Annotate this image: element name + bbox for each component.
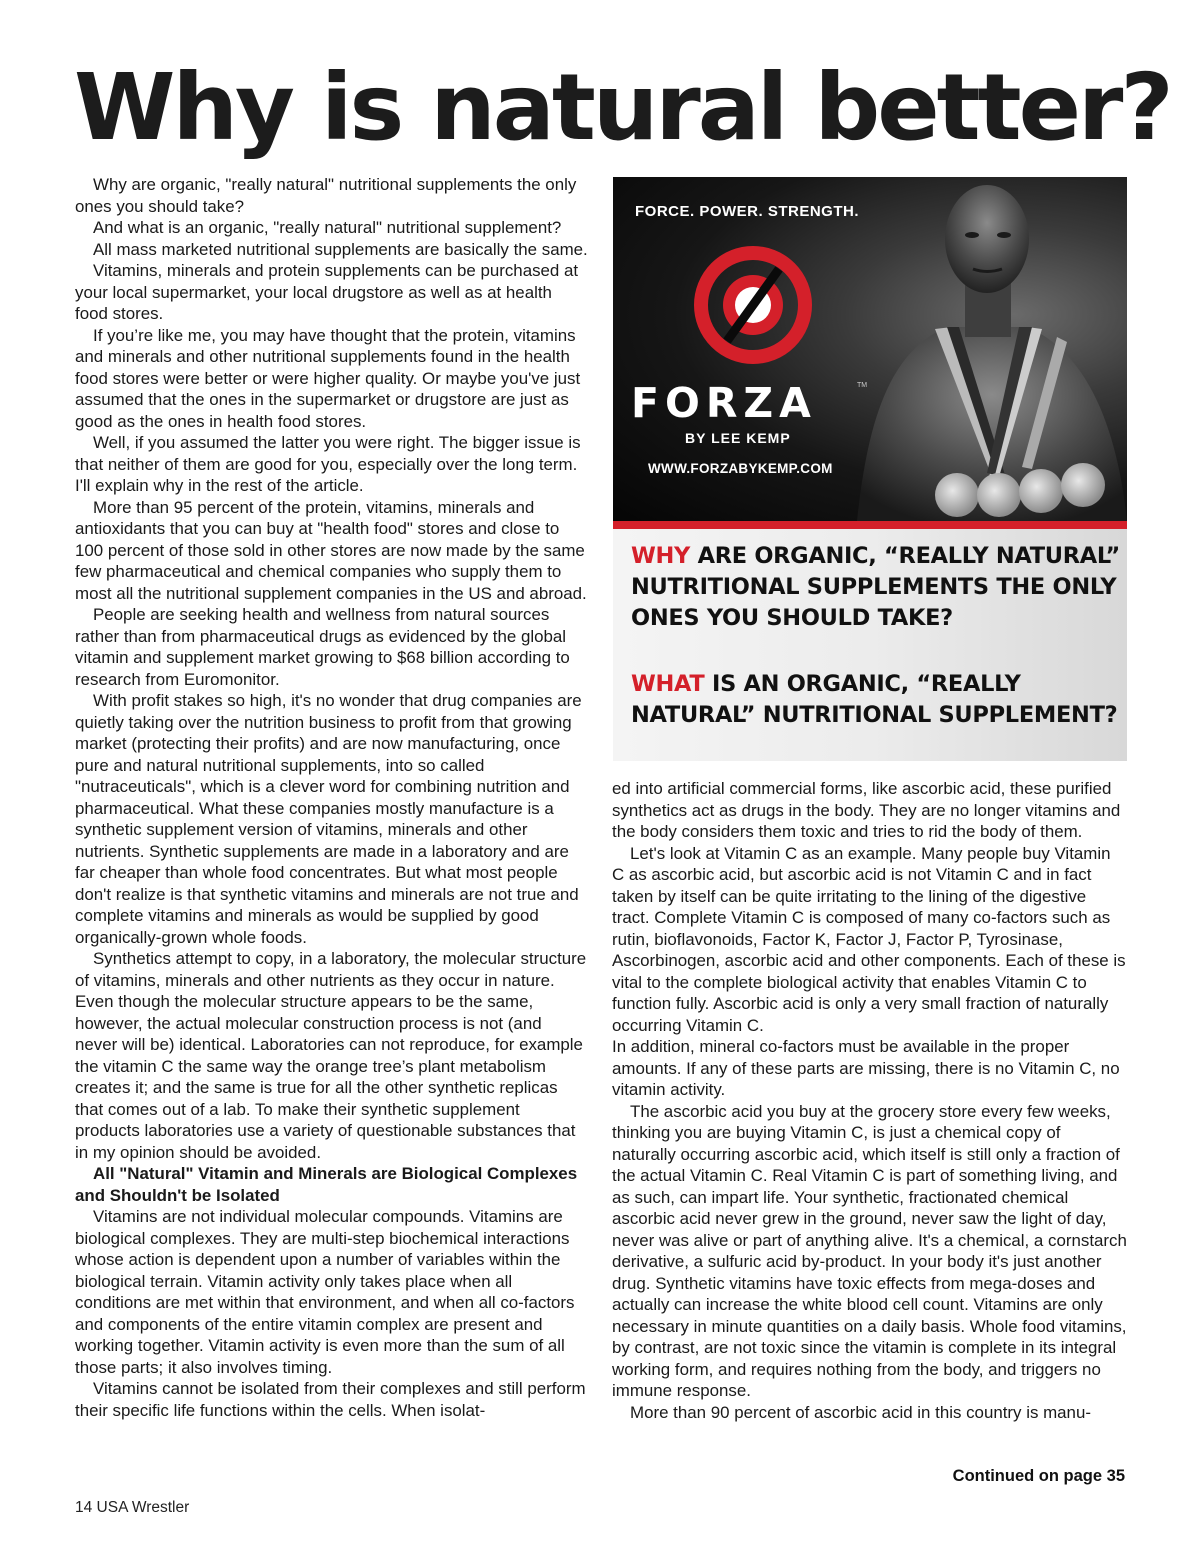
ad-red-divider <box>613 521 1127 529</box>
body-paragraph: The ascorbic acid you buy at the grocery store every few weeks, thinking you are buying Vitamin C, is just a chemical copy of naturally occurring ascorbic acid, which itself is still only a fraction of the actual Vitamin C. Real Vitamin C is part of something living, and as such, can impart life. Your synthetic, fractionated chemical ascorbic acid never grew in the ground, never saw the light of day, never was alive or part of anything alive. It's a chemical, a cornstarch derivative, a sulfuric acid by-product. In your body it's just another drug. Synthetic vitamins have toxic effects from mega-doses and actually can increase the white blood cell count. Vitamins are only necessary in minute quantities on a daily basis. Whole food vitamins, by contrast, are not toxic since the vitamin is complete in its integral working form, and requires nothing from the body, and triggers no immune response. <box>612 1101 1127 1400</box>
body-paragraph: In addition, mineral co-factors must be available in the proper amounts. If any of these parts are missing, there is no Vitamin C, no vitamin activity. <box>612 1037 1120 1099</box>
body-paragraph: If you’re like me, you may have thought that the protein, vitamins and minerals and other nutritional supplements found in the health food stores were better or were higher quality. Or maybe you've just assumed that the ones in the supermarket or drugstore are just as good as the ones in health food stores. <box>75 325 581 431</box>
body-paragraph: Let's look at Vitamin C as an example. Many people buy Vitamin C as ascorbic acid, but ascorbic acid is not Vitamin C and in fact taken by itself can be quite irritating to the lining of the digestive tract. Complete Vitamin C is composed of many co-factors such as rutin, bioflavonoids, Factor K, Factor J, Factor P, Tyrosinase, Ascorbinogen, ascorbic acid and other components. Each of these is vital to the complete biological activity that enables Vitamin C to function fully. Ascorbic acid is only a very small fraction of naturally occurring Vitamin C. <box>612 843 1126 1035</box>
ad-trademark: TM <box>857 382 868 389</box>
ad-question-1-text: ARE ORGANIC, “REALLY NATURAL” NUTRITIONAL SUPPLEMENTS THE ONLY ONES YOU SHOULD TAKE? <box>631 543 1121 631</box>
body-paragraph: Well, if you assumed the latter you were right. The bigger issue is that neither of them are good for you, especially over the long term. I'll explain why in the rest of the article. <box>75 433 581 495</box>
ad-question-1-highlight: WHY <box>631 543 691 569</box>
forza-advertisement <box>613 177 1127 761</box>
ad-question-2-highlight: WHAT <box>631 671 705 697</box>
ad-question-2 <box>631 669 1121 731</box>
ad-question-1 <box>631 541 1121 634</box>
ad-byline: BY LEE KEMP <box>685 430 791 446</box>
body-paragraph: ed into artificial commercial forms, like ascorbic acid, these purified synthetics act as drugs in the body. They are no longer vitamins and the body considers them toxic and tries to rid the body of them. <box>612 779 1121 841</box>
left-column <box>75 174 588 1421</box>
ad-brand: FORZA <box>631 379 817 427</box>
body-paragraph: More than 90 percent of ascorbic acid in this country is manu- <box>630 1402 1091 1422</box>
athlete-photo <box>827 177 1127 521</box>
ad-url: WWW.FORZABYKEMP.COM <box>648 461 833 476</box>
body-paragraph: Vitamins, minerals and protein supplements can be purchased at your local supermarket, your local drugstore as well as at health food stores. <box>75 261 579 323</box>
ad-question-2-text: IS AN ORGANIC, “REALLY NATURAL” NUTRITIONAL SUPPLEMENT? <box>631 671 1118 728</box>
body-paragraph: Vitamins are not individual molecular compounds. Vitamins are biological complexes. They are multi-step biochemical interactions whose action is dependent upon a number of variables within the biological terrain. Vitamin activity only takes place when all conditions are met within that environment, and when all co-factors and components of the entire vitamin complex are present and working together. Vitamin activity is even more than the sum of all those parts; it also involves timing. <box>75 1207 575 1377</box>
ad-tagline: FORCE. POWER. STRENGTH. <box>635 203 860 220</box>
body-paragraph: All mass marketed nutritional supplements are basically the same. <box>93 239 588 259</box>
body-paragraph: Synthetics attempt to copy, in a laboratory, the molecular structure of vitamins, minerals and other nutrients as they occur in nature. Even though the molecular structure appears to be the same, however, the actual molecular construction process is not (and never will be) identical. Laboratories can not reproduce, for example the vitamin C the same way the orange tree’s plant metabolism creates it; and the same is true for all the other synthetic replicas that comes out of a lab. To make their synthetic supplement products laboratories use a variety of questionable substances that in my opinion should be avoided. <box>75 949 587 1162</box>
article-headline: Why is natural better? <box>74 54 1171 161</box>
body-paragraph: And what is an organic, "really natural" nutritional supplement? <box>93 218 562 237</box>
body-paragraph: Vitamins cannot be isolated from their complexes and still perform their specific life functions within the cells. When isolat- <box>75 1379 586 1420</box>
ad-question-panel <box>613 529 1127 761</box>
forza-logo-icon <box>693 245 813 365</box>
ad-photo-panel <box>613 177 1127 521</box>
right-column <box>612 778 1127 1423</box>
continued-note: Continued on page 35 <box>952 1467 1125 1485</box>
body-paragraph: People are seeking health and wellness from natural sources rather than from pharmaceutical drugs as evidenced by the global vitamin and supplement market growing to $68 billion according to research from Euromonitor. <box>75 605 570 689</box>
body-paragraph: More than 95 percent of the protein, vitamins, minerals and antioxidants that you can buy at "health food" stores and close to 100 percent of those sold in other stores are now made by the same few pharmaceutical and chemical companies who supply them to most all the nutritional supplement companies in the US and abroad. <box>75 497 587 603</box>
body-paragraph: Why are organic, "really natural" nutritional supplements the only ones you should take? <box>75 175 577 216</box>
body-paragraph: With profit stakes so high, it's no wonder that drug companies are quietly taking over the nutrition business to profit from that growing market (protecting their profits) and are now manufacturing, once pure and natural nutritional supplements, into so called "nutraceuticals", which is a clever word for combining nutrition and pharmaceutical. What these companies mostly manufacture is a synthetic supplement version of vitamins, minerals and other nutrients. Synthetic supplements are made in a laboratory and are far cheaper than whole food concentrates. But what most people don't realize is that synthetic vitamins and minerals are not true and complete vitamins and minerals as would be supplied by good organically-grown whole foods. <box>75 691 582 947</box>
section-subheading: All "Natural" Vitamin and Minerals are Biological Complexes and Shouldn't be Isolated <box>75 1164 578 1205</box>
page-footer: 14 USA Wrestler <box>75 1499 190 1516</box>
